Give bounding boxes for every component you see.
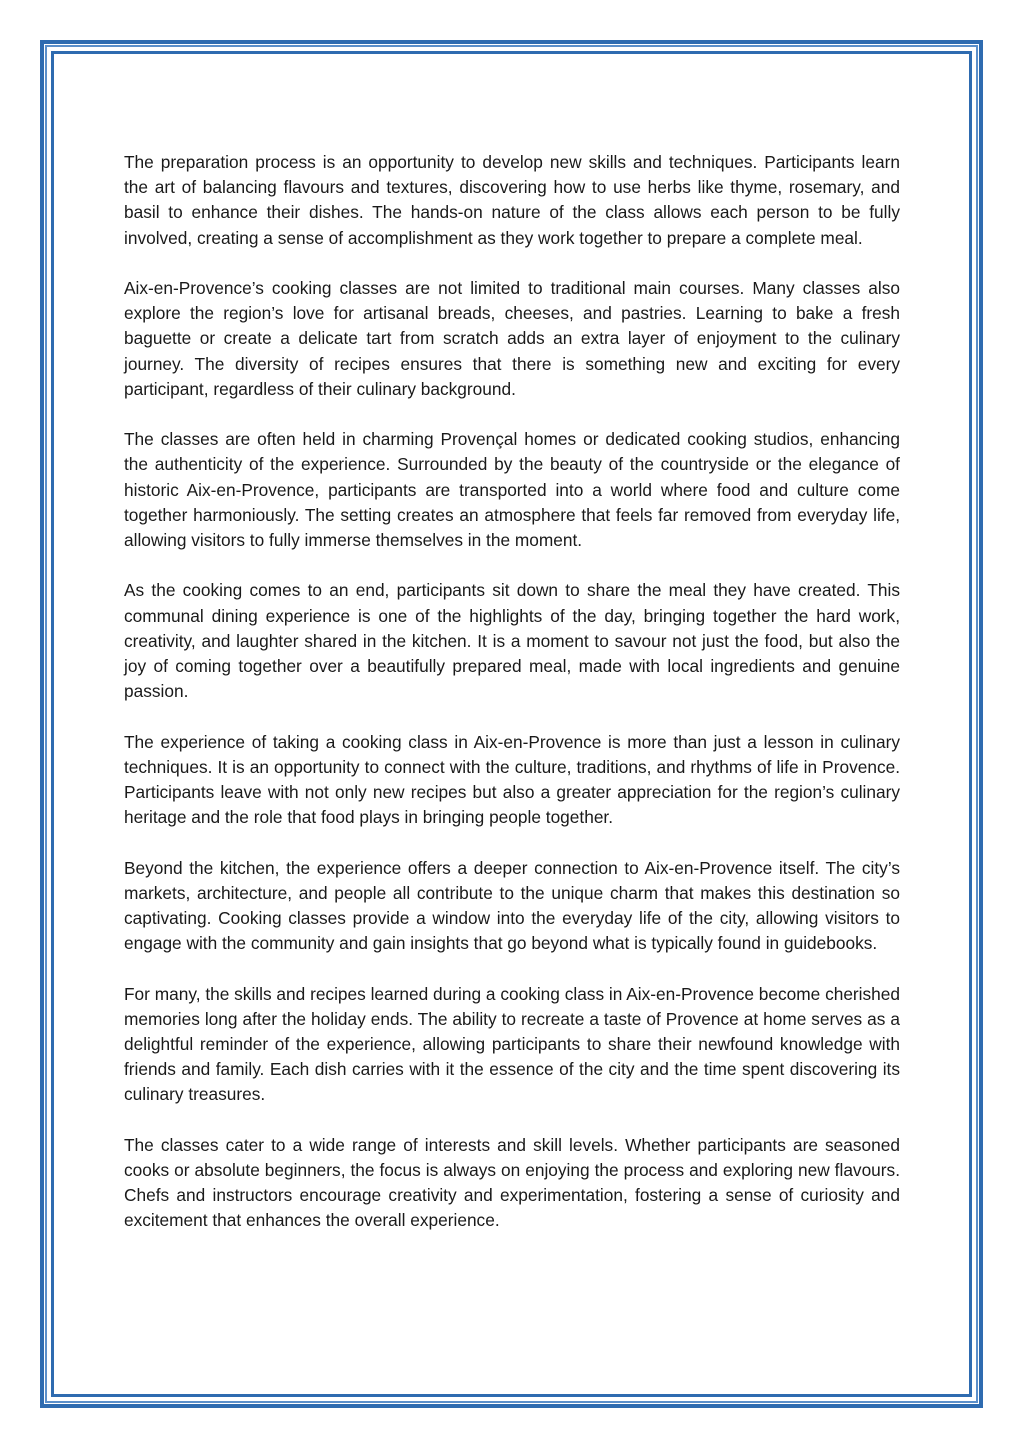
paragraph-class-variety: Aix-en-Provence’s cooking classes are not limited to traditional main courses. Many classes also explore the region’s love for artisanal breads, cheeses, and pastries. Learning to bake a fresh baguette or create a delicate tart from scratch adds an extra layer of enjoyment to the culinary journey. The diversity of recipes ensures that there is something new and exciting for every participant, regardless of their culinary background. (124, 278, 900, 399)
paragraph-preparation: The preparation process is an opportunity to develop new skills and techniques. Participants learn the art of balancing flavours and textures, discovering how to use herbs like thyme, rosemary, and basil to enhance their dishes. The hands-on nature of the class allows each person to be fully involved, creating a sense of accomplishment as they work together to prepare a complete meal. (124, 152, 900, 248)
paragraph-skill-levels: The classes cater to a wide range of interests and skill levels. Whether participants are seasoned cooks or absolute beginners, the focus is always on enjoying the process and exploring new flavours. Chefs and instructors encourage creativity and experimentation, fostering a sense of curiosity and excitement that enhances the overall experience. (124, 1134, 900, 1231)
paragraph-beyond-kitchen: Beyond the kitchen, the experience offers a deeper connection to Aix-en-Provence itself. The city’s markets, architecture, and people all contribute to the unique charm that makes this destination so captivating. Cooking classes provide a window into the everyday life of the city, allowing visitors to engage with the community and gain insights that go beyond what is typically found in guidebooks. (124, 857, 900, 954)
paragraph-communal-meal: As the cooking comes to an end, participants sit down to share the meal they have created. This communal dining experience is one of the highlights of the day, bringing together the hard work, creativity, and laughter shared in the kitchen. It is a moment to savour not just the food, but also the joy of coming together over a beautifully prepared meal, made with local ingredients and genuine passion. (124, 580, 900, 702)
paragraph-experience: The experience of taking a cooking class in Aix-en-Provence is more than just a lesson in culinary techniques. It is an opportunity to connect with the culture, traditions, and rhythms of life in Provence. Participants leave with not only new recipes but also a greater appreciation for the region’s culinary heritage and the role that food plays in bringing people together. (124, 731, 900, 828)
paragraph-memories: For many, the skills and recipes learned during a cooking class in Aix-en-Provence become cherished memories long after the holiday ends. The ability to recreate a taste of Provence at home serves as a delightful reminder of the experience, allowing participants to share their newfound knowledge with friends and family. Each dish carries with it the essence of the city and the time spent discovering its culinary treasures. (124, 983, 900, 1105)
paragraph-setting: The classes are often held in charming Provençal homes or dedicated cooking studios, enhancing the authenticity of the experience. Surrounded by the beauty of the countryside or the elegance of historic Aix-en-Provence, participants are transported into a world where food and culture come together harmoniously. The setting creates an atmosphere that feels far removed from everyday life, allowing visitors to fully immerse themselves in the moment. (124, 429, 900, 551)
document-body (124, 150, 900, 1259)
